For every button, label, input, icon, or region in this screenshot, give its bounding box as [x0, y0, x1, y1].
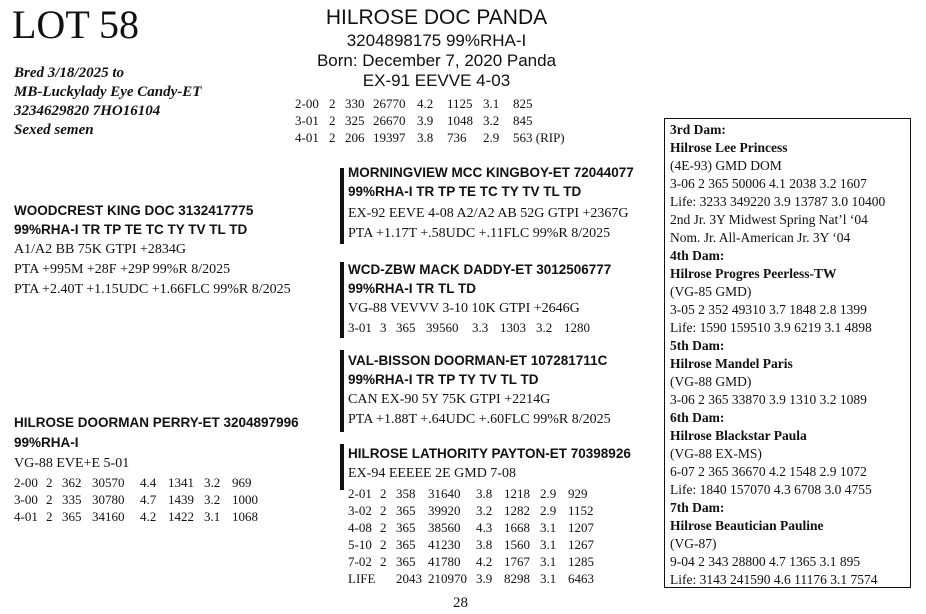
record-cell: 365 — [396, 554, 416, 569]
bred-code: 3234629820 7HO16104 — [14, 103, 161, 119]
record-cell: 2043 — [396, 571, 422, 586]
record-cell: 1303 — [500, 320, 526, 335]
record-cell: 4.7 — [140, 492, 157, 507]
record-cell: 1341 — [168, 475, 194, 490]
dam-sire-line1: CAN EX-90 5Y 75K GTPI +2214G — [348, 392, 551, 407]
record-cell: 3.8 — [476, 486, 493, 501]
record-cell: 3.2 — [204, 475, 221, 490]
record-cell: 335 — [62, 492, 82, 507]
dam-generation-label: 6th Dam: — [670, 410, 725, 425]
record-cell: 2 — [329, 96, 336, 111]
record-cell: 26670 — [373, 113, 406, 128]
record-cell: 845 — [513, 113, 533, 128]
record-row — [14, 508, 266, 525]
record-cell: 365 — [396, 520, 416, 535]
dam-pedigree-bar-2 — [340, 444, 344, 490]
record-cell: 325 — [345, 113, 365, 128]
sire-codes: 99%RHA-I TR TP TE TC TY TV TL TD — [14, 222, 248, 237]
record-cell: 2.9 — [540, 486, 557, 501]
record-cell: 3.1 — [540, 520, 557, 535]
record-cell: 2 — [46, 475, 53, 490]
dam-generation-name: Hilrose Blackstar Paula — [670, 428, 807, 443]
record-cell: 3.3 — [472, 320, 489, 335]
record-cell: 3.1 — [540, 554, 557, 569]
dam-pedigree-bar — [340, 350, 344, 432]
dam-generation-record: 2nd Jr. 3Y Midwest Spring Nat’l ‘04 — [670, 212, 868, 227]
dam-generation-name: Hilrose Beautician Pauline — [670, 518, 824, 533]
animal-name: HILROSE DOC PANDA — [325, 6, 548, 29]
record-cell: 1000 — [232, 492, 258, 507]
animal-born: Born: December 7, 2020 Panda — [316, 51, 557, 70]
record-cell: 30780 — [92, 492, 125, 507]
dam-dam-name: HILROSE LATHORITY PAYTON-ET 70398926 — [348, 446, 631, 461]
dam-dam-line1: EX-94 EEEEE 2E GMD 7-08 — [348, 466, 516, 481]
animal-id: 3204898175 99%RHA-I — [346, 31, 527, 50]
dam-generation-label: 5th Dam: — [670, 338, 725, 353]
record-cell: 2-01 — [348, 486, 372, 501]
record-cell: 3.2 — [483, 113, 500, 128]
sire-pedigree-bar — [340, 168, 344, 244]
dam-generation-name: Hilrose Progres Peerless-TW — [670, 266, 837, 281]
record-cell: 3.9 — [476, 571, 493, 586]
dam-sire-line2: PTA +1.88T +.64UDC +.60FLC 99%R 8/2025 — [348, 412, 611, 427]
dam-sire-codes: 99%RHA-I TR TP TY TV TL TD — [348, 372, 539, 387]
record-cell: 365 — [396, 537, 416, 552]
record-cell: 2.9 — [483, 130, 500, 145]
record-cell: 4-08 — [348, 520, 372, 535]
sire-pedigree-bar-2 — [340, 262, 344, 338]
dam-generation-name: Hilrose Mandel Paris — [670, 356, 793, 371]
record-cell: 4-01 — [14, 509, 38, 524]
header-records — [295, 95, 569, 146]
record-cell: 969 — [232, 475, 252, 490]
record-cell: 38560 — [428, 520, 461, 535]
record-cell: 8298 — [504, 571, 530, 586]
record-cell: 1218 — [504, 486, 530, 501]
record-row — [348, 570, 602, 587]
record-cell: 206 — [345, 130, 365, 145]
record-cell: 2 — [380, 520, 387, 535]
record-cell: 19397 — [373, 130, 406, 145]
dam-generation-classification: (VG-85 GMD) — [670, 284, 752, 299]
record-cell: 39560 — [426, 320, 459, 335]
sire-dam-name: WCD-ZBW MACK DADDY-ET 3012506777 — [348, 262, 612, 277]
record-cell: 4.4 — [140, 475, 157, 490]
dam-generation-record: 9-04 2 343 28800 4.7 1365 3.1 895 — [670, 554, 861, 569]
record-row — [295, 95, 569, 112]
record-cell — [380, 570, 396, 587]
dam-generation-record: 3-06 2 365 50006 4.1 2038 3.2 1607 — [670, 176, 867, 191]
dam-generation-record: 6-07 2 365 36670 4.2 1548 2.9 1072 — [670, 464, 867, 479]
record-cell: 4.3 — [476, 520, 493, 535]
record-cell: 3 — [380, 320, 387, 335]
record-cell: 736 — [447, 130, 467, 145]
record-row — [348, 553, 602, 570]
sire-line3: PTA +2.40T +1.15UDC +1.66FLC 99%R 8/2025 — [14, 282, 291, 297]
dam-dam-records — [348, 485, 602, 587]
record-cell: 1285 — [568, 554, 594, 569]
record-cell: 362 — [62, 475, 82, 490]
record-cell: 1668 — [504, 520, 530, 535]
record-cell: 1282 — [504, 503, 530, 518]
record-cell: 1048 — [447, 113, 473, 128]
record-cell: 6463 — [568, 571, 594, 586]
dam-line1: VG-88 EVE+E 5-01 — [14, 456, 130, 471]
record-cell: 31640 — [428, 486, 461, 501]
record-cell: 26770 — [373, 96, 406, 111]
dam-generation-classification: (4E-93) GMD DOM — [670, 158, 782, 173]
sire-dam-record — [348, 319, 598, 336]
sire-sire-line2: PTA +1.17T +.58UDC +.11FLC 99%R 8/2025 — [348, 226, 611, 241]
record-cell: 330 — [345, 96, 365, 111]
record-cell: 2.9 — [540, 503, 557, 518]
record-cell: 1207 — [568, 520, 594, 535]
record-cell: 2 — [380, 537, 387, 552]
record-cell: 41780 — [428, 554, 461, 569]
record-row — [348, 502, 602, 519]
sire-dam-line1: VG-88 VEVVV 3-10 10K GTPI +2646G — [348, 301, 580, 316]
sire-line2: PTA +995M +28F +29P 99%R 8/2025 — [14, 262, 231, 277]
record-cell: 1267 — [568, 537, 594, 552]
record-row — [348, 536, 602, 553]
record-cell: 3.1 — [540, 537, 557, 552]
record-cell: 825 — [513, 96, 533, 111]
dam-generation-record: 3-06 2 365 33870 3.9 1310 3.2 1089 — [670, 392, 867, 407]
dam-sire-name: VAL-BISSON DOORMAN-ET 107281711C — [348, 353, 608, 368]
record-cell: 3.8 — [417, 130, 434, 145]
record-cell: 365 — [62, 509, 82, 524]
record-cell: LIFE — [348, 571, 376, 586]
record-cell: 3-00 — [14, 492, 38, 507]
animal-score: EX-91 EEVVE 4-03 — [362, 71, 511, 90]
record-cell: 365 — [396, 320, 416, 335]
sire-sire-codes: 99%RHA-I TR TP TE TC TY TV TL TD — [348, 184, 582, 199]
record-cell: 2 — [380, 486, 387, 501]
dam-records — [14, 474, 266, 525]
bred-sire: MB-Luckylady Eye Candy-ET — [14, 84, 202, 100]
sire-dam-codes: 99%RHA-I TR TL TD — [348, 281, 477, 296]
record-cell: 7-02 — [348, 554, 372, 569]
dam-generation-record: Nom. Jr. All-American Jr. 3Y ‘04 — [670, 230, 851, 245]
record-cell: 3.2 — [536, 320, 553, 335]
record-cell: 2-00 — [14, 475, 38, 490]
dam-generation-label: 7th Dam: — [670, 500, 725, 515]
dam-generation-record: Life: 3143 241590 4.6 11176 3.1 7574 — [670, 572, 878, 587]
lot-number: LOT 58 — [12, 2, 140, 47]
record-cell: 365 — [396, 503, 416, 518]
record-cell: 1439 — [168, 492, 194, 507]
dam-generation-label: 3rd Dam: — [670, 122, 726, 137]
record-cell: 358 — [396, 486, 416, 501]
dam-generation-record: Life: 1590 159510 3.9 6219 3.1 4898 — [670, 320, 872, 335]
record-cell: 3.2 — [476, 503, 493, 518]
record-cell: 3-01 — [295, 113, 319, 128]
record-cell: 4.2 — [476, 554, 493, 569]
record-cell: 34160 — [92, 509, 125, 524]
dam-name: HILROSE DOORMAN PERRY-ET 3204897996 — [14, 415, 299, 430]
record-cell: 929 — [568, 486, 588, 501]
record-cell: 2 — [46, 509, 53, 524]
record-cell: 2 — [329, 113, 336, 128]
record-cell: 39920 — [428, 503, 461, 518]
record-cell: 1560 — [504, 537, 530, 552]
record-cell: 2 — [329, 130, 336, 145]
record-cell: 563 (RIP) — [513, 130, 565, 145]
record-cell: 3-01 — [348, 320, 372, 335]
record-cell: 3.2 — [204, 492, 221, 507]
record-cell: 2-00 — [295, 96, 319, 111]
record-cell: 1422 — [168, 509, 194, 524]
dam-generation-label: 4th Dam: — [670, 248, 725, 263]
record-cell: 5-10 — [348, 537, 372, 552]
record-cell: 30570 — [92, 475, 125, 490]
record-row — [14, 491, 266, 508]
dam-generation-classification: (VG-88 GMD) — [670, 374, 752, 389]
dam-generation-classification: (VG-88 EX-MS) — [670, 446, 762, 461]
record-row — [295, 112, 569, 129]
record-cell: 210970 — [428, 571, 467, 586]
bred-date: Bred 3/18/2025 to — [14, 65, 125, 81]
record-cell: 3.8 — [476, 537, 493, 552]
record-cell: 3.1 — [204, 509, 221, 524]
record-cell: 3-02 — [348, 503, 372, 518]
record-row — [14, 474, 266, 491]
record-cell: 3.9 — [417, 113, 434, 128]
record-row — [295, 129, 569, 146]
extended-dams-list — [670, 121, 885, 589]
dam-generation-classification: (VG-87) — [670, 536, 717, 551]
sire-name: WOODCREST KING DOC 3132417775 — [14, 203, 254, 218]
sire-sire-name: MORNINGVIEW MCC KINGBOY-ET 72044077 — [348, 165, 634, 180]
dam-generation-name: Hilrose Lee Princess — [670, 140, 788, 155]
record-cell: 4.2 — [417, 96, 434, 111]
bred-semen: Sexed semen — [14, 122, 94, 138]
record-cell: 2 — [46, 492, 53, 507]
record-cell: 3.1 — [483, 96, 500, 111]
record-cell: 2 — [380, 503, 387, 518]
page-number: 28 — [453, 595, 468, 611]
record-row — [348, 485, 602, 502]
dam-generation-record: Life: 1840 157070 4.3 6708 3.0 4755 — [670, 482, 872, 497]
record-cell: 1152 — [568, 503, 594, 518]
record-cell: 1125 — [447, 96, 473, 111]
dam-generation-record: Life: 3233 349220 3.9 13787 3.0 10400 — [670, 194, 886, 209]
sire-sire-line1: EX-92 EEVE 4-08 A2/A2 AB 52G GTPI +2367G — [348, 206, 629, 221]
record-cell: 4.2 — [140, 509, 157, 524]
record-cell: 2 — [380, 554, 387, 569]
record-row — [348, 519, 602, 536]
record-cell: 1068 — [232, 509, 258, 524]
dam-codes: 99%RHA-I — [14, 435, 79, 450]
record-cell: 1280 — [564, 320, 590, 335]
record-cell: 1767 — [504, 554, 530, 569]
sire-line1: A1/A2 BB 75K GTPI +2834G — [14, 242, 187, 257]
dam-generation-record: 3-05 2 352 49310 3.7 1848 2.8 1399 — [670, 302, 867, 317]
record-cell: 4-01 — [295, 130, 319, 145]
record-cell: 3.1 — [540, 571, 557, 586]
record-row — [348, 319, 598, 336]
record-cell: 41230 — [428, 537, 461, 552]
